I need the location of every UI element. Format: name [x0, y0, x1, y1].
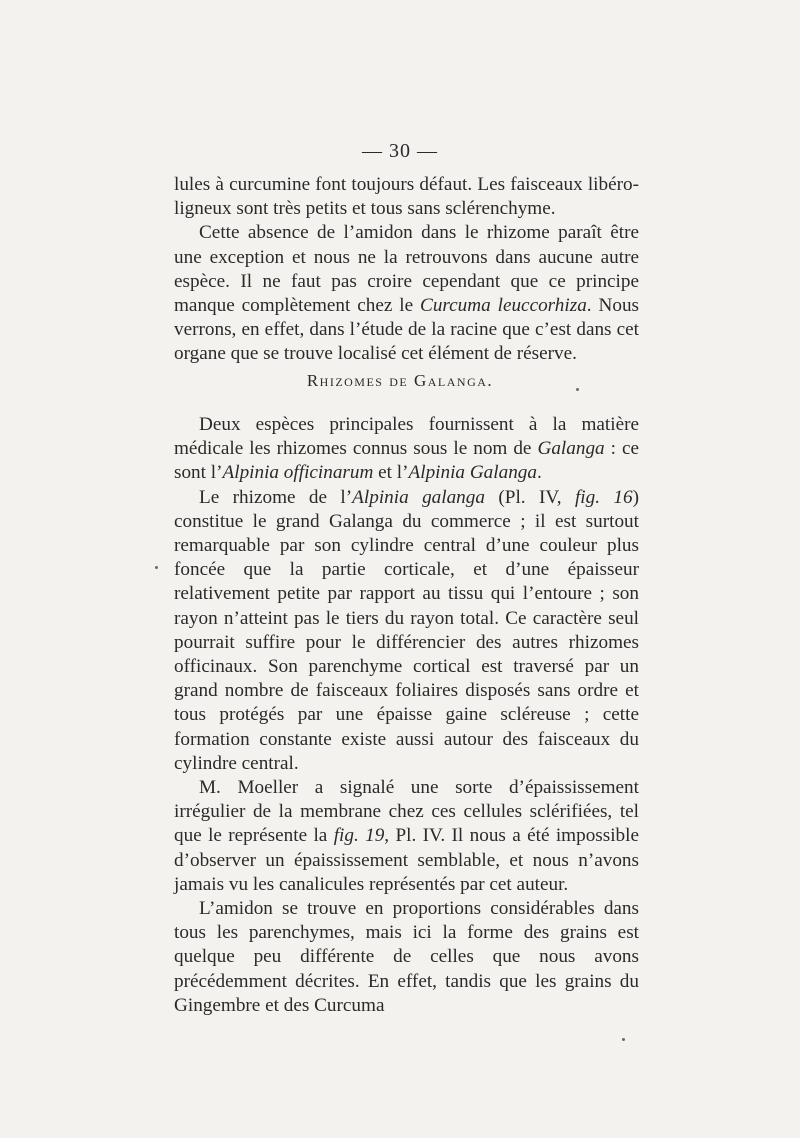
- text-block-top: [174, 173, 639, 367]
- text-run: ) constitue le grand Galanga du commerce ; il est surtout remarquable par son cylindre central d’une couleur plus foncée que la partie corticale, et d’une épaisseur relativement petite par rapport au tissu qui l’entoure ; son rayon n’atteint pas le tiers du rayon total. Ce caractère seul pourrait suffire pour le différencier des autres rhizomes officinaux. Son parenchyme cortical est traversé par un grand nombre de faisceaux foliaires disposés sans ordre et tous protégés par une épaisse gaine scléreuse ; cette formation constante existe aussi autour des faisceaux du cylindre central.: [174, 486, 639, 774]
- page-number: — 30 —: [362, 140, 438, 162]
- text-run: .: [536, 462, 542, 484]
- italic-term: Alpinia Galanga: [408, 462, 537, 484]
- italic-term: fig. 16: [574, 486, 633, 508]
- text-run: Le rhizome de l’: [199, 486, 353, 508]
- italic-term: fig. 19: [333, 825, 385, 847]
- text-run: et l’: [373, 462, 409, 484]
- text-run: Deux espèces principales fournissent à la matière médicale les rhizomes connus sous le nom de: [174, 414, 639, 460]
- text-run: (Pl. IV,: [484, 486, 575, 508]
- italic-term: Alpinia galanga: [352, 486, 485, 508]
- text-run: : ce sont l’: [174, 438, 639, 484]
- text-run: Cette absence de l’amidon dans le rhizome paraît être une exception et nous ne la retrouvons dans aucune autre espèce. Il ne faut pas croire cependant que ce principe manque complètement chez le: [174, 222, 639, 317]
- text-block-galanga: [174, 413, 639, 1018]
- paper-speck: [576, 388, 579, 391]
- text-run: , Pl. IV. Il nous a été impossible d’observer un épaississement semblable, et nous n’avons jamais vu les canalicules représentés par cet auteur.: [174, 825, 639, 895]
- paragraph-continued: lules à curcumine font toujours défaut. Les faisceaux libéro-ligneux sont très petits et tous sans sclérenchyme.: [174, 174, 639, 220]
- paragraph-rhizome-description: [174, 486, 639, 776]
- text-run: M. Moeller a signalé une sorte d’épaississement irrégulier de la membrane chez ces cellules sclérifiées, tel que le représente la: [174, 777, 639, 847]
- section-heading: Rhizomes de Galanga.: [306, 371, 494, 390]
- paragraph-amidon-absence: [174, 221, 639, 366]
- text-run: . Nous verrons, en effet, dans l’étude de la racine que c’est dans cet organe que se trouve localisé cet élément de réserve.: [174, 295, 640, 365]
- italic-term: Galanga: [537, 438, 605, 460]
- paper-speck: [622, 1038, 625, 1041]
- italic-term: Curcuma leuccorhiza: [420, 295, 587, 317]
- paragraph-galanga-species: [174, 413, 639, 486]
- paragraph-moeller: [174, 776, 639, 897]
- italic-term: Alpinia officinarum: [222, 462, 374, 484]
- paper-speck: [155, 566, 158, 569]
- paragraph-amidon-grains: L’amidon se trouve en proportions considérables dans tous les parenchymes, mais ici la forme des grains est quelque peu différente de celles que nous avons précédemment décrites. En effet, tandis que les grains du Gingembre et des Curcuma: [174, 898, 639, 1016]
